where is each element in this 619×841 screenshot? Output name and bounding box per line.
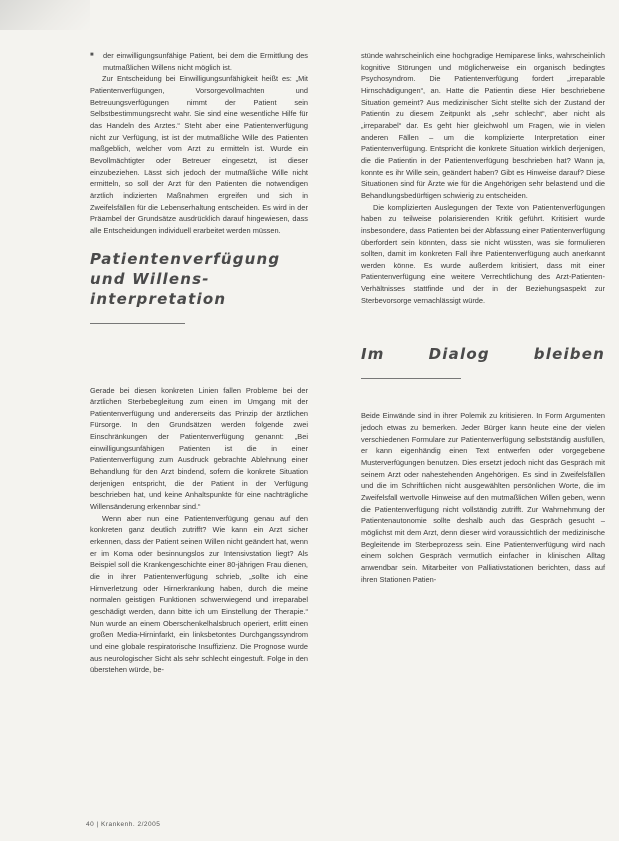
page-footer: 40 | Krankenh. 2/2005 [86,821,161,828]
body-paragraph: Die komplizierten Auslegungen der Texte von Patientenverfügungen haben zu teilweise polarisierenden Kritik geführt. Kritisiert wurde insbesondere, dass Patienten bei der Abfassung einer Patientenverfügung überfordert sein könnten, dass sie nicht wüssten, was sie formulieren sollten, damit im konkreten Fall ihre Patientenverfügung auch anerkannt werden könne. Es wurde außerdem kritisiert, dass mit einer Patientenverfügung eine weitere Verrechtlichung des Arzt-Patienten-Verhältnisses stattfinde und der in der Beziehungsaspekt zur Sterbevorsorge vernachlässigt würde. [361,202,605,305]
heading-text: Im Dialog bleiben [361,345,605,364]
left-column [90,50,308,676]
heading-rule [361,377,461,379]
heading-rule [90,322,185,324]
body-paragraph: Wenn aber nun eine Patientenverfügung genau auf den konkreten ganz deutlich zutrifft? Wie kann ein Arzt sicher erkennen, dass der Patient seinen Willen nicht geändert hat, wenn er im Koma oder besinnungslos zur Intensivstation liegt? Als Beispiel soll die Krankengeschichte einer 80-jährigen Frau dienen, die in ihrer Patientenverfügung schrieb, „sollte ich eine Hirnverletzung oder Hirnerkrankung haben, durch die meine normalen geistigen Funktionen schwerwiegend und irreparabel geschädigt werden, dann bitte ich um Einstellung der Therapie.“ Nun wurde an einem Oberschenkelhalsbruch operiert, erlitt einen großen Media-Hirninfarkt, ein linksbetontes Durchgangssyndrom und eine globale respiratorische Insuffizienz. Die Prognose wurde aus neurologischer Sicht als sehr schlecht eingestuft. Folge in den überstehen würde, be- [90,513,308,675]
heading-line-1: Patientenverfügung und Willens- [90,249,281,288]
heading-line-2: interpretation [90,289,227,308]
section-heading-im-dialog-bleiben [361,344,605,384]
section-heading-patientenverfuegung [90,249,308,329]
body-paragraph: Gerade bei diesen konkreten Linien fallen Probleme bei der ärztlichen Sterbebegleitung zum einen im Umgang mit der Patientenverfügung und andererseits das Prinzip der ärztlichen Fürsorge. In den Grundsätzen werden folgende zwei Einschränkungen der Patientenverfügung genannt: „Bei einwilligungsunfähigen Patienten ist die in einer Patientenverfügung zum Ausdruck gebrachte Ablehnung einer Behandlung für den Arzt bindend, sofern die konkrete Situation derjenigen entspricht, die der Patient in der Verfügung beschrieben hat, und keine Anhaltspunkte für eine nachträgliche Willensänderung erkennbar sind.“ [90,385,308,512]
body-paragraph: Zur Entscheidung bei Einwilligungsunfähigkeit heißt es: „Mit Patientenverfügungen, Vorsorgevollmachten und Betreuungsverfügungen nimmt der Patient sein Selbstbestimmungsrecht wahr. Sie sind eine wesentliche Hilfe für das Handeln des Arztes.“ Steht aber eine Patientenverfügung nicht zur Verfügung, ist ist der mutmaßliche Wille des Patienten maßgeblich, welcher vom Arzt zu ermitteln ist. Wurde ein Bevollmächtigter oder Betreuer eingesetzt, ist dieser einzubeziehen. Lässt sich jedoch der mutmaßliche Wille nicht ermitteln, so soll der Arzt für den Patienten die notwendigen ärztlich indizierten Maßnahmen ergreifen und sich in Zweifelsfällen für die Lebenserhaltung entscheiden. Es wird in der Präambel der Grundsätze ausdrücklich darauf hingewiesen, dass alle Entscheidungen individuell erarbeitet werden müssen. [90,74,308,235]
right-column [361,50,605,585]
bullet-list-item: ■ der einwilligungsunfähige Patient, bei dem die Ermittlung des mutmaßlichen Willens nicht möglich ist. [90,50,308,73]
body-paragraph: Beide Einwände sind in ihrer Polemik zu kritisieren. In Form Argumenten jedoch etwas zu bemerken. Jeder Bürger kann heute eine der vielen verschiedenen Formulare zur Patientenverfügung selbstständig ausfüllen, er kann eigenhändig einen Text entwerfen oder vorgegebene Musterverfügungen benutzen. Dies ersetzt jedoch nicht das Gespräch mit seinem Arzt oder nahestehenden Angehörigen. Es sind in Zweifelsfällen und die im Schriftlichen nicht ausgewählten persönlichen Worte, die im Zweifelsfall wertvolle Hinweise auf den mutmaßlichen Willen geben, wenn die Patientenverfügung nicht vollständig zutrifft. Zur Wahrnehmung der Patientenautonomie sollte deshalb auch das Gespräch gesucht – möglichst mit dem Arzt, denn dieser wird voraussichtlich der medizinische Begleitende im Sterbeprozess sein. Eine Patientenverfügung wird nach einem solchen Gespräch vermutlich einfacher in klinischen Alltag anwendbar sein. Mitarbeiter von Palliativstationen berichten, dass auf ihren Stationen Patien- [361,411,605,584]
page-corner-shading [0,0,90,30]
body-paragraph: stünde wahrscheinlich eine hochgradige Hemiparese links, wahrscheinlich kognitive Störungen und möglicherweise ein organisch bedingtes Psychosyndrom. Die Patientenverfügung fordert „irreparable Hirnschädigungen“, an. Hatte die Patientin diese Hier beschriebene Situation gemeint? Aus medizinischer Sicht stellte sich der Zustand der Patientin zu diesem Zeitpunkt als „sehr schlecht“, aber nicht als „irreparabel“ dar. Es geht hier gleichwohl um Fragen, wie in vielen anderen Fällen – um die komplizierte Interpretation einer Patientenverfügung. Entspricht die konkrete Situation wirklich derjenigen, die die Patientin in der Patientenverfügung beschrieben hat? Wann ja, konnte es ihr Wille sein, geändert haben? Gibt es Hinweise darauf? Diese Situationen sind für Ärzte wie für die Angehörigen sehr belastend und die Behandlungsbedürftigen schwierig zu entscheiden. [361,51,605,200]
